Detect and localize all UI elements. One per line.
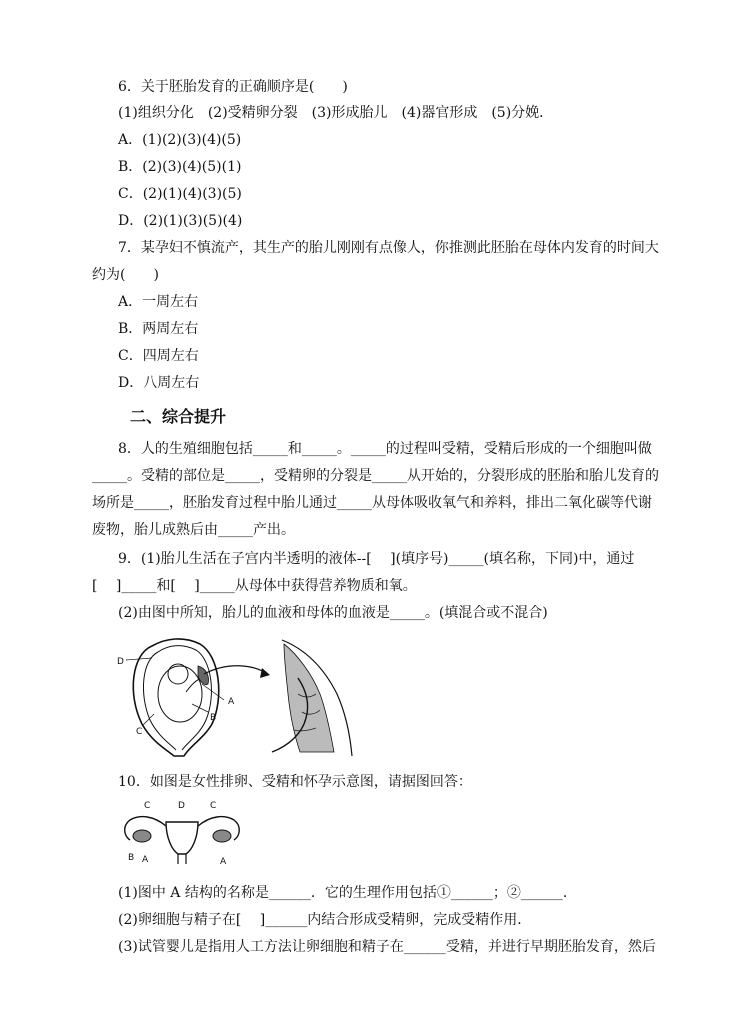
uterus <box>166 822 198 854</box>
q7-option-c: C．四周左右 <box>118 348 199 364</box>
q8-line1: 8．人的生殖细胞包括_____和_____。_____的过程叫受精，受精后形成的一个细胞叫做 <box>118 441 652 457</box>
fetus-head <box>168 664 188 684</box>
q9-line1: 9．(1)胎儿生活在子宫内半透明的液体--[ ](填序号)_____(填名称，下同)中，通过 <box>118 551 635 567</box>
q7-option-d: D．八周左右 <box>118 375 200 391</box>
q8-line3: 场所是_____，胚胎发育过程中胎儿通过_____从母体吸收氧气和养料，排出二氧化碳等代谢 <box>92 495 652 511</box>
cervix <box>178 854 186 864</box>
label-c-left: C <box>144 801 151 811</box>
label-d: D <box>117 657 124 667</box>
label-b: B <box>128 853 135 863</box>
q10-part1: (1)图中 A 结构的名称是______．它的生理作用包括①______；②______． <box>118 885 577 901</box>
q9-line2: [ ]_____和[ ]_____从母体中获得营养物质和氧。 <box>92 578 417 594</box>
q7-stem-line2: 约为( ) <box>92 267 159 283</box>
right-ovary <box>213 830 231 842</box>
q6-option-d: D．(2)(1)(3)(5)(4) <box>118 213 243 229</box>
label-c-right: C <box>210 801 217 811</box>
label-b: B <box>210 713 217 723</box>
label-a: A <box>228 697 235 707</box>
q10-part3: (3)试管婴儿是指用人工方法让卵细胞和精子在______受精，并进行早期胚胎发育，然后 <box>118 939 656 955</box>
q6-option-b: B．(2)(3)(4)(5)(1) <box>118 159 242 175</box>
fetus-body <box>158 666 202 722</box>
uterus-outline <box>133 639 218 756</box>
q6-stem: 6．关于胚胎发育的正确顺序是( ) <box>118 79 348 95</box>
q7-option-b: B．两周左右 <box>118 321 199 337</box>
q8-line4: 废物，胎儿成熟后由_____产出。 <box>92 522 295 538</box>
q8-line2: _____。受精的部位是_____，受精卵的分裂是_____从开始的，分裂形成的胚胎和胎儿发育的 <box>92 468 659 484</box>
section-title: 二、综合提升 <box>130 407 227 426</box>
q9-line3: (2)由图中所知，胎儿的血液和母体的血液是_____。(填混合或不混合) <box>118 605 548 621</box>
q7-option-a: A．一周左右 <box>118 294 199 310</box>
placenta-detail-tissue <box>284 644 334 752</box>
label-d: D <box>178 801 185 811</box>
reproductive-system-figure <box>116 798 248 868</box>
q7-stem-line1: 7．某孕妇不慎流产，其生产的胎儿刚刚有点像人，你推测此胚胎在母体内发育的时间大 <box>118 240 659 256</box>
left-ovary <box>133 830 151 842</box>
uterus-inner <box>143 646 211 750</box>
label-a-right: A <box>220 857 227 867</box>
q6-option-c: C．(2)(1)(4)(3)(5) <box>118 186 242 202</box>
q6-option-a: A．(1)(2)(3)(4)(5) <box>118 132 242 148</box>
label-c: C <box>136 727 143 737</box>
q6-items: (1)组织分化 (2)受精卵分裂 (3)形成胎儿 (4)器官形成 (5)分娩． <box>118 105 554 121</box>
fetus-uterus-figure <box>112 634 372 758</box>
q10-stem: 10．如图是女性排卵、受精和怀孕示意图，请据图回答： <box>118 774 472 790</box>
label-a-left: A <box>142 855 149 865</box>
detail-arrow <box>204 666 268 674</box>
q10-part2: (2)卵细胞与精子在[ ]______内结合形成受精卵，完成受精作用． <box>118 912 532 928</box>
arrow-head <box>260 668 270 678</box>
